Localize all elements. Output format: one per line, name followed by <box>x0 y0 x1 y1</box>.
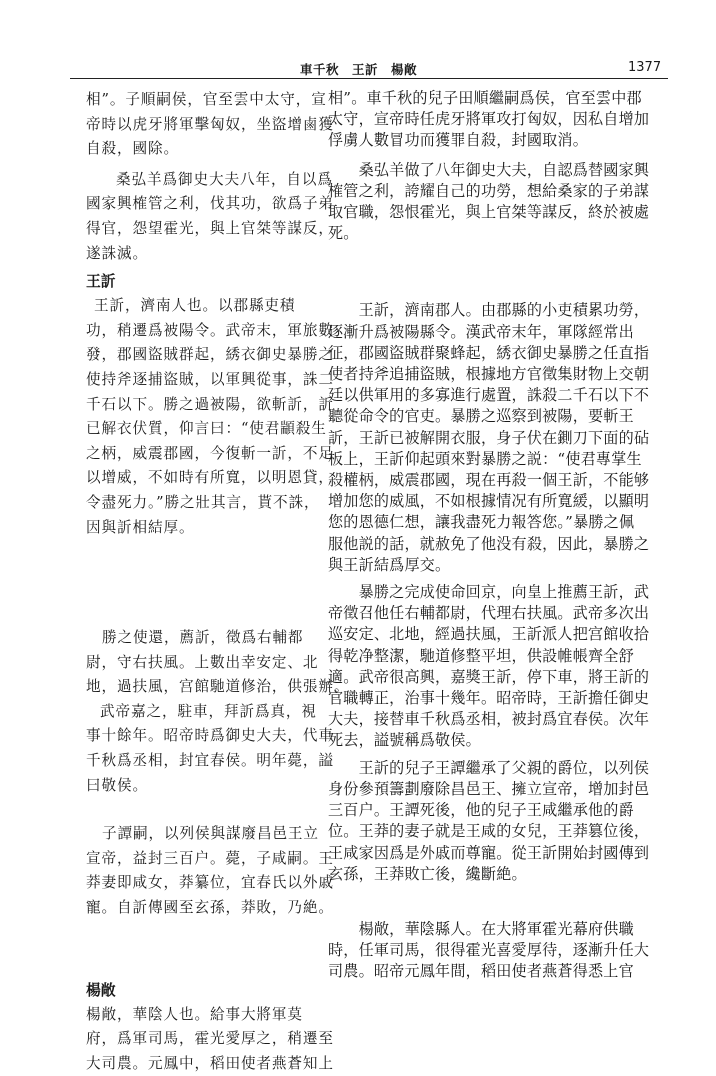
text-line: 莽妻即咸女，莽纂位，宜春氏以外戚 <box>86 874 334 892</box>
text-line: 相”。子順嗣侯，官至雲中太守，宣 <box>86 91 327 108</box>
text-line: 令盡死力。”勝之壯其言，貰不誅， <box>86 493 320 511</box>
text-line: 以增威，不如時有所寬，以明恩貸， <box>86 469 334 487</box>
paragraph <box>328 160 650 245</box>
text-line: 得乾净整潔，馳道修整平坦，供設帷帳齊全舒 <box>328 646 634 665</box>
text-line: 曰敬侯。 <box>86 776 148 794</box>
text-line: 千秋爲丞相，封宜春侯。明年薨，謚 <box>86 752 334 770</box>
paragraph-continued <box>86 192 334 266</box>
paragraph <box>328 582 650 752</box>
paragraph <box>328 758 650 885</box>
text-line: 榷管之利，誇耀自己的功勞，想給桑家的子弟謀 <box>328 181 650 200</box>
header-rule <box>70 78 668 79</box>
text-line: 寵。自訢傳國至玄孫，莽敗，乃絶。 <box>86 899 334 917</box>
text-line: 廷以供軍用的多寡進行處置，誅殺二千石以下不 <box>328 386 650 405</box>
text-line: 之柄，威震郡國，今復斬一訢，不足 <box>86 444 334 462</box>
text-line: 時，任軍司馬，很得霍光喜愛厚待，逐漸升任大 <box>328 941 650 960</box>
text-line: 您的恩德仁想，讓我盡死力報答您。”暴勝之佩 <box>328 513 635 532</box>
text-line: 死去，謚號稱爲敬侯。 <box>328 731 481 750</box>
text-line: 逐漸升爲被陽縣令。漢武帝末年，軍隊經常出 <box>328 322 634 341</box>
text-line: 太守，宣帝時任虎牙將軍攻打匈奴，因私自增加 <box>328 110 650 129</box>
text-line: 王咸家因爲是外戚而尊寵。從王訢開始封國傳到 <box>328 843 650 862</box>
text-line: 已解衣伏質，仰言曰：“使君顓殺生 <box>86 420 327 438</box>
text-line: 位。王莽的妻子就是王咸的女兒，王莽篡位後， <box>328 822 650 841</box>
paragraph <box>328 300 650 576</box>
text-line: 府，爲軍司馬，霍光愛厚之，稍遷至 <box>86 1030 334 1048</box>
text-line: 功，稍遷爲被陽令。武帝末，軍旅數 <box>86 321 334 339</box>
text-line: 遂誅滅。 <box>86 244 148 262</box>
text-line: 與王訢結爲厚交。 <box>328 555 451 574</box>
text-line: 尉，守右扶風。上數出幸安定、北 <box>86 653 319 671</box>
text-line: 適。武帝很高興，嘉獎王訢，停下車，將王訢的 <box>328 667 650 686</box>
text-line: 楊敞，華陰人也。給事大將軍莫 <box>86 1005 303 1023</box>
text-line: 取官職，怨恨霍光，與上官桀等謀反，終於被處 <box>328 203 650 222</box>
translation-column <box>328 88 650 983</box>
text-line: 王訢，濟南人也。以郡縣吏積 <box>94 297 296 315</box>
text-line: 楊敞，華陰縣人。在大將軍霍光幕府供職 <box>328 919 634 938</box>
text-line: 帝徵召他任右輔都尉，代理右扶風。武帝多次出 <box>328 604 650 623</box>
text-line: 司農。昭帝元鳳年間，稻田使者燕蒼得悉上官 <box>328 962 634 981</box>
text-line: 使持斧逐捕盜賊，以軍興從事，誅二 <box>86 370 334 388</box>
text-line: 大司農。元鳳中，稻田使者燕蒼知上 <box>86 1054 334 1072</box>
running-title: 車千秋 王訢 楊敞 <box>300 62 418 77</box>
text-line: 巡安定、北地，經過扶風，王訢派人把宫館收拾 <box>328 625 650 644</box>
paragraph <box>86 1003 334 1076</box>
text-line: 地，過扶風，宫館馳道修治，供張辦。 <box>86 678 350 696</box>
text-line: 死。 <box>328 224 359 243</box>
text-line: 服他説的話，就赦免了他没有殺，因此，暴勝之 <box>328 534 650 553</box>
text-line: 身份參預籌劃廢除昌邑王、擁立宣帝，增加封邑 <box>328 779 650 798</box>
paragraph <box>86 168 333 193</box>
text-line: 武帝嘉之，駐車，拜訢爲真，視 <box>100 702 317 720</box>
text-line: 三百户。王譚死後，他的兒子王咸繼承他的爵 <box>328 801 634 820</box>
section-heading-wang-xin: 王訢 <box>86 273 116 291</box>
text-line: 國家興榷管之利，伐其功，欲爲子弟 <box>86 195 334 213</box>
text-line: 增加您的威風，不如根據情况有所寬緩，以顯明 <box>328 492 650 511</box>
section-heading-yang-chang: 楊敞 <box>86 981 116 999</box>
text-line: 王訢，濟南郡人。由郡縣的小吏積累功勞， <box>328 301 650 320</box>
text-line: 板上，王訢仰起頭來對暴勝之説：“使君專掌生 <box>328 449 642 468</box>
text-line: 自殺，國除。 <box>86 140 179 158</box>
text-line: 桑弘羊做了八年御史大夫，自認爲替國家興 <box>328 160 650 179</box>
text-line: 使者持斧追捕盜賊，根據地方官徵集財物上交朝 <box>328 365 650 384</box>
text-line: 玄孫，王莽敗亡後，纔斷絶。 <box>328 864 527 883</box>
page-number: 1377 <box>628 60 662 75</box>
paragraph <box>86 626 350 798</box>
text-line: 殺權柄，威震郡國，現在再殺一個王訢，不能够 <box>328 471 650 490</box>
text-line: 子譚嗣，以列侯與謀廢昌邑王立 <box>102 825 319 843</box>
paragraph <box>86 822 334 920</box>
text-line: 相”。車千秋的兒子田順繼嗣爲侯，官至雲中郡 <box>328 89 642 107</box>
text-line: 王訢的兒子王譚繼承了父親的爵位，以列侯 <box>328 758 650 777</box>
text-line: 暴勝之完成使命回京，向皇上推薦王訢，武 <box>328 583 650 602</box>
paragraph <box>328 919 650 983</box>
paragraph <box>86 294 334 540</box>
text-line: 發，郡國盜賊群起，綉衣御史暴勝之 <box>86 346 334 364</box>
text-line: 千石以下。勝之過被陽，欲斬訢，訢 <box>86 395 334 413</box>
text-line: 桑弘羊爲御史大夫八年，自以爲 <box>116 170 333 188</box>
text-line: 宣帝，益封三百户。薨，子咸嗣。王 <box>86 849 334 867</box>
text-line: 征，郡國盜賊群聚蜂起，綉衣御史暴勝之任直指 <box>328 343 650 362</box>
paragraph <box>328 88 650 152</box>
text-line: 大夫，接替車千秋爲丞相，被封爲宜春侯。次年 <box>328 710 650 729</box>
text-line: 聽從命令的官吏。暴勝之巡察到被陽，要斬王 <box>328 407 634 426</box>
text-line: 訢，王訢已被解開衣服，身子伏在鍘刀下面的砧 <box>328 428 650 447</box>
text-line: 因與訢相結厚。 <box>86 518 195 536</box>
text-line: 官職轉正，治事十幾年。昭帝時，王訢擔任御史 <box>328 689 650 708</box>
classical-text-column <box>86 88 350 1076</box>
text-line: 帝時以虎牙將軍擊匈奴，坐盜增鹵獲 <box>86 115 334 133</box>
text-line: 勝之使還，薦訢，徵爲右輔都 <box>102 629 304 647</box>
paragraph <box>86 88 334 162</box>
text-line: 得官，怨望霍光，與上官桀等謀反， <box>86 219 334 237</box>
text-line: 俘虜人數冒功而獲罪自殺，封國取消。 <box>328 131 588 150</box>
text-line: 事十餘年。昭帝時爲御史大夫，代車 <box>86 727 334 745</box>
